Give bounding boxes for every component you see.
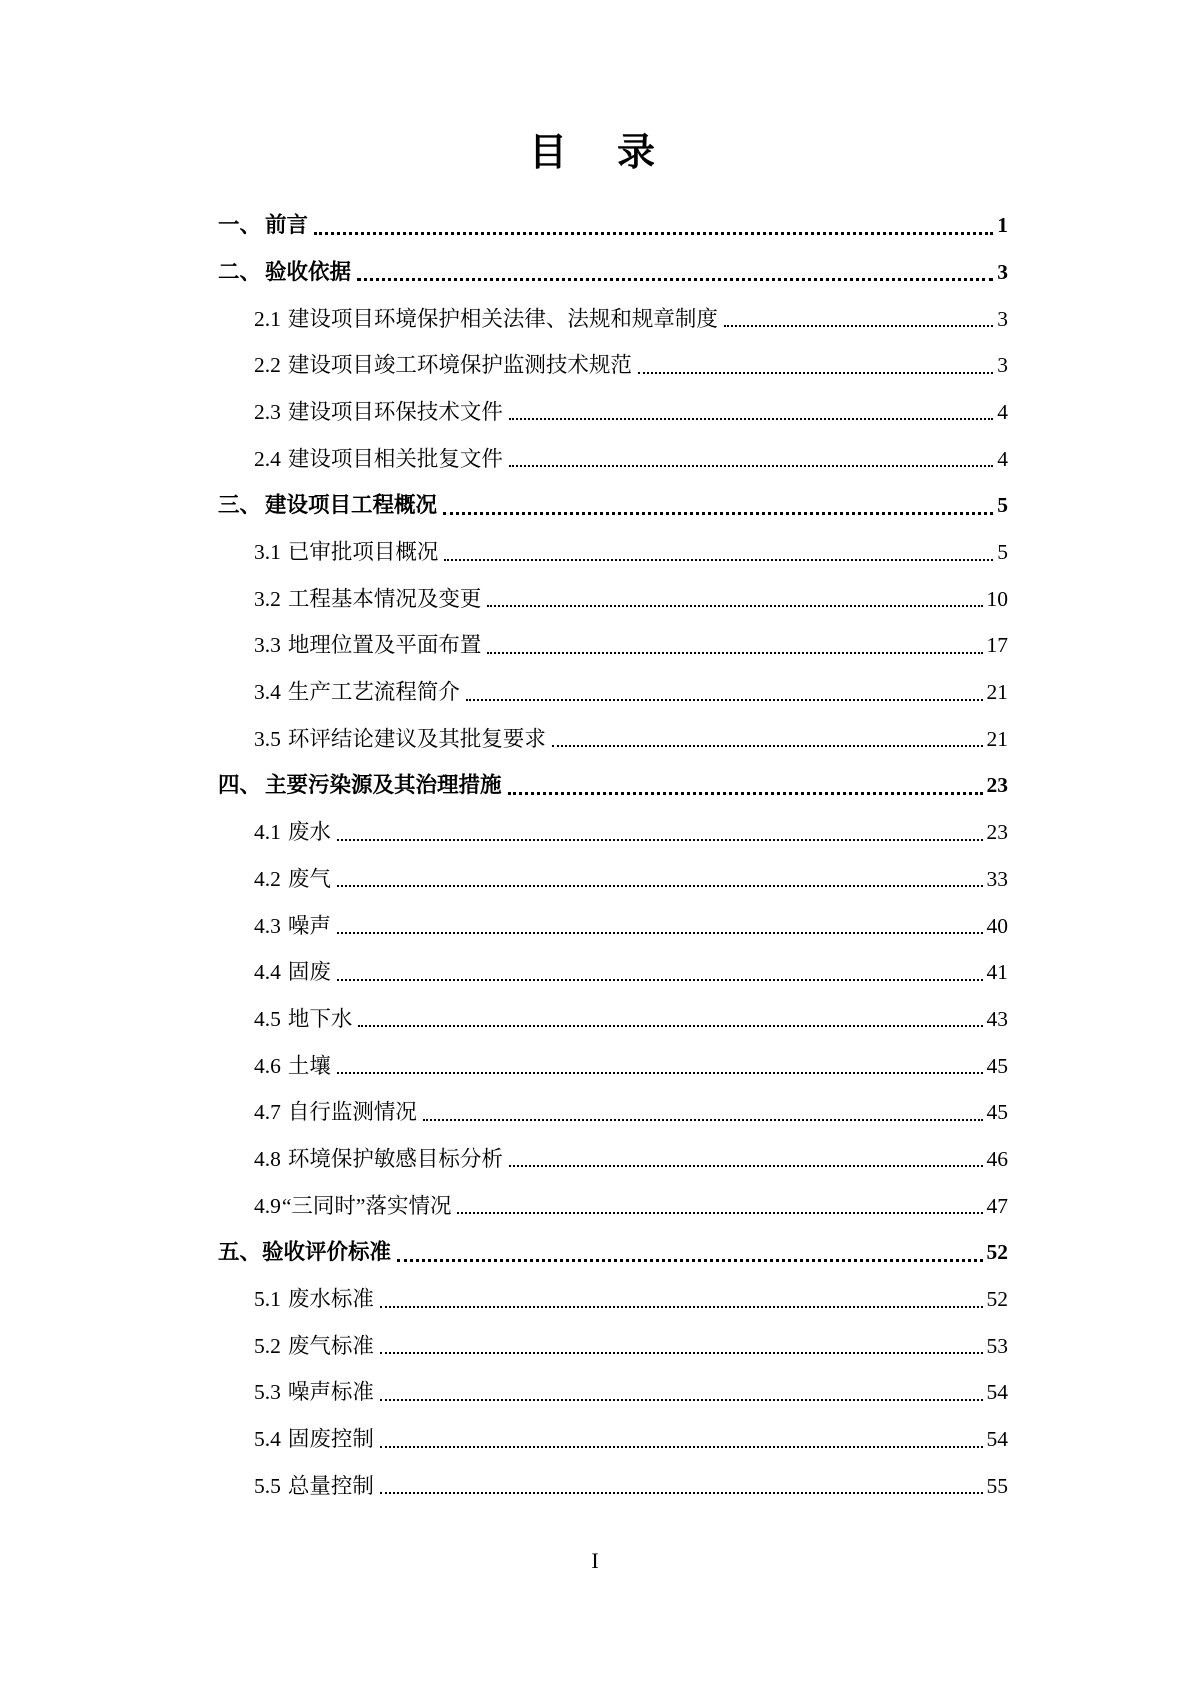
- toc-entry-title: 废气标准: [287, 1333, 374, 1358]
- toc-entry-number: 4.4: [254, 960, 281, 985]
- toc-entry-number: 5.4: [254, 1427, 281, 1452]
- toc-entry-number: 二、: [218, 259, 262, 284]
- toc-entry[interactable]: [218, 1084, 1008, 1131]
- dot-leader: [337, 979, 983, 981]
- toc-entry[interactable]: [218, 617, 1008, 664]
- toc-entry[interactable]: [218, 1318, 1008, 1365]
- dot-leader: [314, 232, 993, 235]
- toc-entry-number: 2.3: [254, 399, 281, 424]
- toc-entry-title: 噪声标准: [287, 1380, 374, 1405]
- toc-entry-title: 前言: [265, 213, 309, 238]
- dot-leader: [380, 1352, 983, 1354]
- toc-entry-page: 43: [986, 1006, 1008, 1031]
- toc-entry[interactable]: [218, 1037, 1008, 1084]
- toc-entry-title: 建设项目相关批复文件: [287, 446, 503, 471]
- toc-entry[interactable]: [218, 757, 1008, 804]
- toc-entry[interactable]: [218, 664, 1008, 711]
- toc-entry-page: 52: [986, 1240, 1008, 1265]
- toc-entry-number: 5.2: [254, 1333, 281, 1358]
- dot-leader: [380, 1399, 983, 1401]
- toc-entry[interactable]: [218, 897, 1008, 944]
- toc-entry-page: 1: [997, 213, 1008, 238]
- toc-entry[interactable]: [218, 337, 1008, 384]
- dot-leader: [638, 372, 993, 374]
- toc-entry-number: 4.6: [254, 1053, 281, 1078]
- toc-entry-page: 52: [986, 1287, 1008, 1311]
- toc-entry-title: 固废: [287, 960, 331, 985]
- toc-entry[interactable]: [218, 1411, 1008, 1458]
- dot-leader: [337, 839, 983, 841]
- toc-entry[interactable]: [218, 1224, 1008, 1271]
- toc-entry-page: 53: [986, 1333, 1008, 1358]
- toc-entry-title: 总量控制: [287, 1473, 374, 1498]
- toc-entry-page: 4: [997, 399, 1008, 424]
- toc-entry-number: 5.1: [254, 1287, 281, 1311]
- toc-entry[interactable]: [218, 1131, 1008, 1178]
- toc-entry-title: 建设项目工程概况: [265, 493, 438, 518]
- toc-entry[interactable]: [218, 991, 1008, 1038]
- toc-entry-title: 噪声: [287, 913, 331, 938]
- dot-leader: [444, 559, 993, 561]
- toc-entry[interactable]: [218, 430, 1008, 477]
- toc-entry-number: 5.3: [254, 1380, 281, 1405]
- dot-leader: [509, 465, 993, 467]
- toc-entry[interactable]: [218, 851, 1008, 898]
- dot-leader: [380, 1446, 983, 1448]
- toc-entry-page: 33: [986, 866, 1008, 891]
- toc-entry[interactable]: [218, 944, 1008, 991]
- toc-entry-number: 3.5: [254, 726, 281, 751]
- dot-leader: [466, 699, 983, 701]
- toc-entry-number: 4.2: [254, 866, 281, 891]
- toc-entry-number: 4.5: [254, 1006, 281, 1031]
- toc-entry-title: 自行监测情况: [287, 1100, 417, 1125]
- dot-leader: [724, 325, 993, 327]
- toc-entry[interactable]: [218, 1177, 1008, 1224]
- toc-entry-page: 3: [997, 306, 1008, 331]
- dot-leader: [397, 1259, 982, 1262]
- toc-entry-title: 土壤: [287, 1053, 331, 1078]
- toc-entry-page: 10: [986, 586, 1008, 611]
- toc-entry-title: 废水: [287, 820, 331, 845]
- dot-leader: [508, 792, 983, 795]
- toc-entry-title: 固废控制: [287, 1427, 374, 1452]
- dot-leader: [337, 932, 983, 934]
- toc-entry-title: 地理位置及平面布置: [287, 633, 482, 658]
- toc-entry-title: 环评结论建议及其批复要求: [287, 726, 546, 751]
- toc-entry-page: 23: [986, 773, 1008, 798]
- toc-entry[interactable]: [218, 384, 1008, 431]
- toc-entry[interactable]: [218, 477, 1008, 524]
- dot-leader: [457, 1212, 982, 1214]
- toc-entry-number: 一、: [218, 213, 262, 238]
- toc-entry-title: 已审批项目概况: [287, 540, 439, 564]
- toc-entry-title: 主要污染源及其治理措施: [265, 773, 502, 798]
- toc-entry-number: 五、: [218, 1240, 262, 1265]
- dot-leader: [337, 1072, 983, 1074]
- toc-entry-page: 47: [986, 1193, 1008, 1218]
- toc-entry-page: 41: [986, 960, 1008, 985]
- toc-entry-number: 3.1: [254, 540, 281, 564]
- toc-entry-page: 55: [986, 1473, 1008, 1498]
- page-number-footer: I: [591, 1548, 599, 1573]
- toc-entry-title: 验收评价标准: [262, 1240, 392, 1265]
- toc-entry-page: 5: [997, 493, 1008, 518]
- toc-entry-number: 3.3: [254, 633, 281, 658]
- toc-entry-page: 5: [997, 540, 1008, 564]
- toc-entry-page: 40: [986, 913, 1008, 938]
- toc-entry-number: 3.4: [254, 680, 281, 705]
- toc-entry-number: 5.5: [254, 1473, 281, 1498]
- toc-entry-number: 3.2: [254, 586, 281, 611]
- toc-entry-title: 地下水: [287, 1006, 353, 1031]
- toc-entry[interactable]: [218, 197, 1008, 244]
- toc-entry[interactable]: [218, 244, 1008, 291]
- toc-entry-number: 4.8: [254, 1146, 281, 1171]
- dot-leader: [552, 745, 983, 747]
- toc-entry-title: 建设项目竣工环境保护监测技术规范: [287, 353, 632, 378]
- toc-entry-number: 2.2: [254, 353, 281, 378]
- toc-entry[interactable]: [218, 1364, 1008, 1411]
- toc-entry-number: 2.4: [254, 446, 281, 471]
- toc-entry-number: 四、: [218, 773, 262, 798]
- toc-entry-page: 54: [986, 1427, 1008, 1452]
- toc-entry-page: 17: [986, 633, 1008, 658]
- toc-entry-title: 废水标准: [287, 1287, 374, 1311]
- dot-leader: [423, 1119, 983, 1121]
- toc-entry-title: 验收依据: [265, 259, 352, 284]
- toc-entry-page: 54: [986, 1380, 1008, 1405]
- toc-entry-page: 4: [997, 446, 1008, 471]
- toc-entry-page: 3: [997, 353, 1008, 378]
- dot-leader: [443, 512, 993, 515]
- toc-entry[interactable]: [218, 1458, 1008, 1505]
- toc-entry-title: 建设项目环境保护相关法律、法规和规章制度: [287, 306, 718, 331]
- toc-entry-page: 45: [986, 1053, 1008, 1078]
- toc-entry-page: 45: [986, 1100, 1008, 1125]
- toc-entry-title: 环境保护敏感目标分析: [287, 1146, 503, 1171]
- toc-entry-page: 21: [986, 680, 1008, 705]
- dot-leader: [509, 418, 993, 420]
- dot-leader: [358, 1025, 982, 1027]
- toc-entry-number: 4.3: [254, 913, 281, 938]
- dot-leader: [380, 1492, 983, 1494]
- dot-leader: [357, 278, 993, 281]
- dot-leader: [380, 1306, 983, 1308]
- toc-entry-page: 3: [997, 259, 1008, 284]
- toc-entry-page: 23: [986, 820, 1008, 845]
- toc-entry[interactable]: [218, 1271, 1008, 1318]
- dot-leader: [509, 1165, 983, 1167]
- toc-entry-page: 46: [986, 1146, 1008, 1171]
- toc-title: 目 录: [528, 132, 661, 174]
- toc-entry[interactable]: [218, 571, 1008, 618]
- dot-leader: [487, 652, 982, 654]
- toc-entry-title: 废气: [287, 866, 331, 891]
- toc-entry[interactable]: [218, 290, 1008, 337]
- toc-entry[interactable]: [218, 804, 1008, 851]
- toc-entry-title: “三同时”落实情况: [281, 1193, 452, 1218]
- toc-entry-title: 建设项目环保技术文件: [287, 399, 503, 424]
- toc-entry-number: 4.7: [254, 1100, 281, 1125]
- toc-entry-number: 4.1: [254, 820, 281, 845]
- toc-entry-number: 三、: [218, 493, 262, 518]
- dot-leader: [487, 605, 982, 607]
- toc-entry-title: 生产工艺流程简介: [287, 680, 460, 705]
- dot-leader: [337, 885, 983, 887]
- toc-entry-number: 4.9: [254, 1193, 281, 1218]
- toc-entry-page: 21: [986, 726, 1008, 751]
- toc-entry-number: 2.1: [254, 306, 281, 331]
- toc-entry[interactable]: [218, 711, 1008, 758]
- toc-list: [218, 197, 1008, 1504]
- toc-entry[interactable]: [218, 524, 1008, 571]
- toc-entry-title: 工程基本情况及变更: [287, 586, 482, 611]
